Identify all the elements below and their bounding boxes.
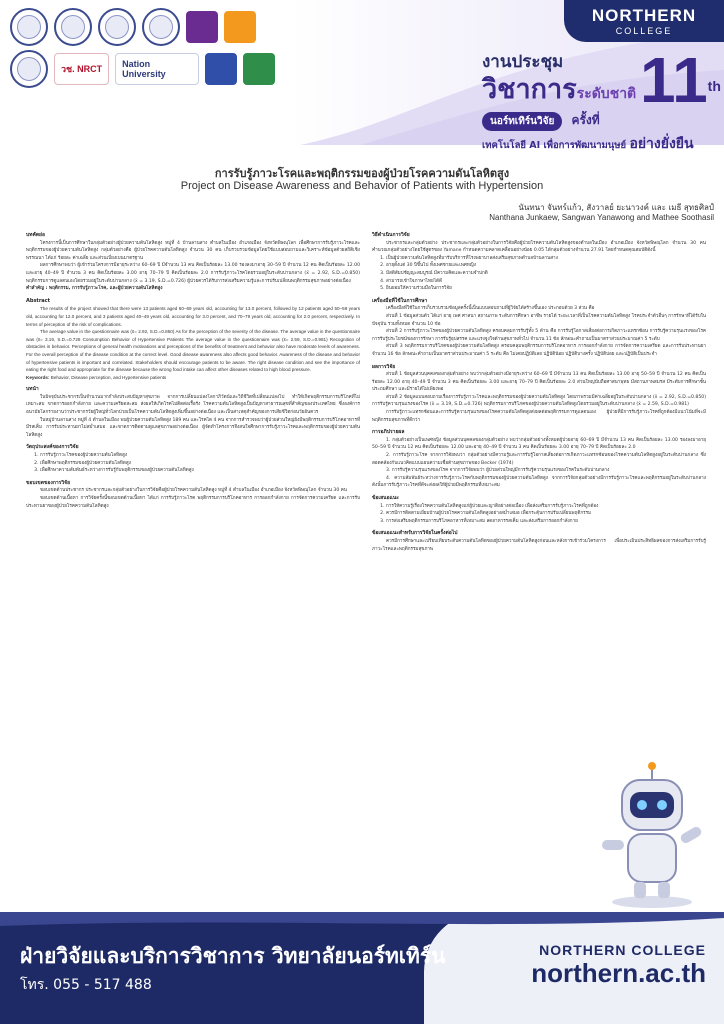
future-research-heading: ข้อเสนอแนะสำหรับการวิจัยในครั้งต่อไป bbox=[372, 530, 458, 537]
results-paragraph-2: ส่วนที่ 2 ข้อมูลแบบสอบถามเรื่องการรับรู้ภาวะโรคและพฤติกรรมของผู้ป่วยความดันโลหิตสูง โดยภาพรวมมีค่าเฉลี่ยอยู่ในระดับปานกลาง (x̄ = 2.92, S.D.=0.850) การรับรู้ความรุนแรงของโรค (x̄ = 3.19, S.D.=0.726) พฤติกรรมการบริโภคของผู้ป่วยความดันโลหิตสูงโดยรวมอยู่ในระดับปานกลาง (x̄ = 2.59, S.D.=0.981) bbox=[372, 394, 706, 408]
method-paragraph-1: ประชากรและกลุ่มตัวอย่าง ประชากรและกลุ่มตัวอย่างในการวิจัยคือผู้ป่วยโรคความดันโลหิตสูงของตำบลในเมือง อำเภอเมือง จังหวัดพิษณุโลก จำนวน 30 คน คำนวณกลุ่มตัวอย่างโดยใช้สูตรของ Yamane กำหนดความคลาดเคลื่อนอย่างน้อย 0.05 ได้กลุ่มตัวอย่างจำนวน 27.91 โดยกำหนดคุณสมบัติดังนี้ bbox=[372, 240, 706, 254]
title-thai: การรับรู้ภาวะโรคและพฤติกรรมของผู้ป่วยโรคความดันโลหิตสูง bbox=[214, 167, 510, 180]
tools-paragraph-2: ส่วนที่ 1 ข้อมูลส่วนตัว ได้แก่ อายุ เพศ ศาสนา สถานภาพ ระดับการศึกษา อาชีพ รายได้ ระยะเวลาที่เป็นโรคความดันโลหิตสูง โรคประจำตัวอื่นๆ การรักษาที่ได้รับในปัจจุบัน รวมทั้งหมด จำนวน 10 ข้อ bbox=[372, 313, 706, 327]
conference-theme-big: อย่างยั่งยืน bbox=[629, 136, 694, 152]
suggestion-list bbox=[372, 503, 706, 526]
scope-paragraph-2: ขอบเขตด้านเนื้อหา การวิจัยครั้งนี้ขอบเขตด้านเนื้อหา ได้แก่ การรับรู้ภาวะโรค พฤติกรรมการบริโภคอาหาร การออกกำลังกาย การจัดการความเครียด และการรับประทานยาของผู้ป่วยโรคความดันโลหิตสูง bbox=[26, 496, 360, 509]
suggestion-item: 2. ควรมีการติดตามเยี่ยมบ้านผู้ป่วยโรคความดันโลหิตสูงอย่างสม่ำเสมอ เพื่อกระตุ้นการปรับเปลี่ยนพฤติกรรม bbox=[386, 510, 706, 518]
method-criteria-list bbox=[372, 255, 706, 293]
method-criteria-item: 2. อายุตั้งแต่ 30 ปีขึ้นไป ทั้งเพศชายและเพศหญิง bbox=[386, 262, 706, 270]
method-section bbox=[372, 232, 706, 293]
tools-paragraph-1: เครื่องมือที่ใช้ในการเก็บรวบรวมข้อมูลครั้งนี้เป็นแบบสอบถามที่ผู้วิจัยได้สร้างขึ้นเอง ประกอบด้วย 3 ส่วน คือ bbox=[386, 306, 595, 312]
conference-number bbox=[640, 44, 721, 116]
scope-heading: ขอบเขตของการวิจัย bbox=[26, 479, 71, 486]
northern-college-brand bbox=[564, 0, 724, 42]
conference-line2-small: ระดับชาติ bbox=[576, 86, 637, 102]
title-english: Project on Disease Awareness and Behavior of Patients with Hypertension bbox=[180, 180, 544, 192]
brand-sub-text: COLLEGE bbox=[615, 26, 673, 36]
footer-brand-name: NORTHERN COLLEGE bbox=[539, 942, 706, 958]
abstract-thai-section bbox=[26, 232, 360, 293]
discussion-paragraph-4: 4. ความสัมพันธ์ระหว่างการรับรู้ภาวะโรคกับพฤติกรรมของผู้ป่วยความดันโลหิตสูง จากการวิจัยกลุ่มตัวอย่างมีการรับรู้ภาวะโรคและพฤติกรรมอยู่ในระดับปานกลาง ดังนั้นการรับรู้ภาวะโรคที่ดีจะส่งผลให้ผู้ป่วยมีพฤติกรรมที่เหมาะสม bbox=[372, 475, 706, 489]
discussion-paragraph-3: 3. การรับรู้ความรุนแรงของโรค จากการวิจัยพบว่า ผู้ป่วยส่วนใหญ่มีการรับรู้ความรุนแรงของโรคในระดับปานกลาง bbox=[386, 468, 610, 474]
discussion-section bbox=[372, 429, 706, 490]
scope-section bbox=[26, 480, 360, 510]
conference-round-label: ครั้งที่ bbox=[571, 113, 600, 127]
partner-logo-blue bbox=[205, 53, 237, 85]
footer-phone: โทร. 055 - 517 488 bbox=[20, 977, 152, 993]
results-paragraph-1: ส่วนที่ 1 ข้อมูลส่วนบุคคลของกลุ่มตัวอย่าง พบว่ากลุ่มตัวอย่างมีอายุระหว่าง 60–69 ปี มีจำนวน 13 คน คิดเป็นร้อยละ 13.00 อายุ 50–59 ปี จำนวน 12 คน คิดเป็นร้อยละ 12.00 อายุ 40–49 ปี จำนวน 3 คน คิดเป็นร้อยละ 3.00 และอายุ 70–79 ปี คิดเป็นร้อยละ 2.0 ส่วนใหญ่นับถือศาสนาพุทธ มีสถานภาพสมรส มีระดับการศึกษาชั้นประถมศึกษา และมีรายได้ไม่เพียงพอ bbox=[372, 372, 706, 393]
university-seal-logo bbox=[10, 8, 48, 46]
introduction-section bbox=[26, 386, 360, 439]
future-research-paragraph: ควรมีการศึกษาและเปรียบเทียบระดับความดันโลหิตของผู้ป่วยความดันโลหิตสูงก่อนและหลังการเข้าร่วมโครงการ เพื่อประเมินประสิทธิผลของการส่งเสริมการรับรู้ภาวะโรคและพฤติกรรมสุขภาพ bbox=[372, 538, 706, 552]
poster-header bbox=[0, 0, 724, 152]
method-criteria-item: 5. ยินยอมให้ความร่วมมือในการวิจัย bbox=[386, 285, 706, 293]
conference-number-value: 11 bbox=[640, 44, 708, 116]
partner-seal-logo bbox=[142, 8, 180, 46]
results-heading: ผลการวิจัย bbox=[372, 363, 396, 370]
introduction-paragraph-1: ในปัจจุบันประชากรเป็นจำนวนมากกำลังประสบปัญหาสุขภาพ จากการเปลี่ยนแปลงโลกาภิวัตน์และวิถีชีวิตที่เปลี่ยนแปลงไป ทำให้เกิดพฤติกรรมการบริโภคที่ไม่เหมาะสม ขาดการออกกำลังกาย และความเครียดสะสม ส่งผลให้เกิดโรคไม่ติดต่อเรื้อรัง โรคความดันโลหิตสูงเป็นปัญหาสาธารณสุขที่สำคัญของประเทศไทย ซึ่งองค์การอนามัยโลกรายงานว่าประชากรวัยผู้ใหญ่ทั่วโลกป่วยเป็นโรคความดันโลหิตสูงเพิ่มขึ้นอย่างต่อเนื่อง และเป็นสาเหตุสำคัญของการเสียชีวิตก่อนวัยอันควร bbox=[26, 394, 360, 416]
brand-main-text: NORTHERN bbox=[591, 6, 697, 25]
introduction-heading: บทนำ bbox=[26, 386, 39, 393]
abstract-thai-paragraph-2: ผลการศึกษาพบว่า ผู้เข้าร่วมโครงการมีอายุระหว่าง 60–69 ปี มีจำนวน 13 คน คิดเป็นร้อยละ 13.00 รองลงมาอายุ 30–59 ปี จำนวน 12 คน คิดเป็นร้อยละ 12.00 และอายุ 40–49 ปี จำนวน 3 คน คิดเป็นร้อยละ 3.00 อายุ 70–79 ปี คิดเป็นร้อยละ 2.0 การรับรู้ภาวะโรคโดยรวมอยู่ในระดับปานกลาง (x̄ = 2.92, S.D.=0.850) พฤติกรรมการดูแลตนเองโดยรวมอยู่ในระดับปานกลาง (x̄ = 3.19, S.D.=0.726) ผู้ป่วยควรได้รับการส่งเสริมความรู้และการปรับเปลี่ยนพฤติกรรมสุขภาพอย่างต่อเนื่อง bbox=[26, 263, 360, 284]
abstract-english-section bbox=[26, 298, 360, 382]
method-criteria-item: 3. มีสติสัมปชัญญะสมบูรณ์ มีความคิดและความจำปกติ bbox=[386, 270, 706, 278]
tools-heading: เครื่องมือที่ใช้ในการศึกษา bbox=[372, 297, 428, 304]
tools-paragraph-3: ส่วนที่ 2 การรับรู้ภาวะโรคของผู้ป่วยความดันโลหิตสูง ครอบคลุมการรับรู้ทั้ง 5 ด้าน คือ การรับรู้โอกาสเสี่ยงต่อการเกิดภาวะแทรกซ้อน การรับรู้ความรุนแรงของโรค การรับรู้ประโยชน์ของการรักษา การรับรู้อุปสรรค และแรงจูงใจด้านสุขภาพทั่วไป จำนวน 11 ข้อ ลักษณะคำถามเป็นมาตราส่วนประมาณค่า 5 ระดับ bbox=[372, 329, 706, 342]
footer-website-link[interactable]: northern.ac.th bbox=[531, 958, 706, 988]
logo-strip bbox=[10, 8, 290, 78]
footer-brand bbox=[476, 942, 706, 989]
objective-item: 2. เพื่อศึกษาพฤติกรรมของผู้ป่วยความดันโลหิตสูง bbox=[40, 460, 360, 468]
conference-theme bbox=[482, 133, 722, 155]
abstract-thai-heading: บทคัดย่อ bbox=[26, 232, 45, 238]
conference-pill: นอร์ทเทิร์นวิจัย bbox=[482, 112, 562, 131]
keywords-english-label: Keywords: bbox=[26, 374, 50, 380]
scope-paragraph-1: ขอบเขตด้านประชากร ประชากรและกลุ่มตัวอย่างในการวิจัยคือผู้ป่วยโรคความดันโลหิตสูง หมู่ที่ 4 ตำบลในเมือง อำเภอเมือง จังหวัดพิษณุโลก จำนวน 30 คน bbox=[40, 488, 347, 494]
northern-seal-logo bbox=[10, 50, 48, 88]
abstract-english-paragraph-2: The average value in the questionnaire was (x̄= 2.92, S.D.=0.850) As for the perception of the severity of the disease. The average value in the questionnaire was (x̄= 3.19, S.D.=0.726 Consumption Behavior of Hypertensive Patients The average value in the questionnaire was (x̄= 2.59, S.D.=0.981) Recognition of obstacles in behavior. Perceptions of general health motivations and perceptions of the benefits of treatment and behavior also have moderate levels of awareness. For the overall perception of the disease condition at the correct level. Good disease awareness also affects good behavior. Awareness of the disease and behavior of hypertensive patients is important and correlated. Stakeholders should encourage patients to be aware. The right disease condition and see the importance of eating the right food and appropriate for the disease because the wrong food intake can affect other diseases related to high blood pressure. bbox=[26, 329, 360, 373]
conference-number-suffix: th bbox=[707, 78, 721, 94]
introduction-paragraph-2: ในหมู่บ้านลานสาง หมู่ที่ 4 ตำบลในเมือง พบผู้ป่วยความดันโลหิตสูง 189 คน และโรคไต 4 คน จากการสำรวจพบว่าผู้ป่วยส่วนใหญ่ยังมีพฤติกรรมการบริโภคอาหารที่มีรสเค็ม การรับประทานยาไม่สม่ำเสมอ และขาดการติดตามดูแลสุขภาพอย่างต่อเนื่อง ผู้จัดทำโครงการจึงสนใจศึกษาการรับรู้ภาวะโรคและพฤติกรรมของผู้ป่วยความดันโลหิตสูง bbox=[26, 417, 360, 438]
partner-logo-purple bbox=[186, 11, 218, 43]
partner-logo-green bbox=[243, 53, 275, 85]
future-research-section bbox=[372, 530, 706, 553]
institute-seal-logo bbox=[98, 8, 136, 46]
results-paragraph-3: การรับรู้ภาวะแทรกซ้อนและการรับรู้ความรุนแรงของโรคความดันโลหิตสูงส่งผลต่อพฤติกรรมการดูแลตนเอง ผู้ป่วยที่มีการรับรู้ภาวะโรคที่ถูกต้องมีแนวโน้มที่จะมีพฤติกรรมสุขภาพที่ดีกว่า bbox=[372, 410, 706, 423]
college-seal-logo bbox=[54, 8, 92, 46]
conference-line1: งานประชุม bbox=[482, 52, 564, 72]
method-criteria-item: 1. เป็นผู้ป่วยความดันโลหิตสูงที่มารับบริการที่โรงพยาบาลส่งเสริมสุขภาพตำบลบ้านลานสาง bbox=[386, 255, 706, 263]
suggestion-section bbox=[372, 495, 706, 525]
objectives-section bbox=[26, 444, 360, 474]
conference-banner bbox=[482, 44, 722, 152]
results-section bbox=[372, 364, 706, 425]
method-criteria-item: 4. สามารถเข้าใจภาษาไทยได้ดี bbox=[386, 278, 706, 286]
tools-section bbox=[372, 298, 706, 359]
suggestion-item: 3. การส่งเสริมพฤติกรรมการบริโภคอาหารที่เหมาะสม ลดอาหารรสเค็ม และส่งเสริมการออกกำลังกาย bbox=[386, 518, 706, 526]
partner-logo-orange bbox=[224, 11, 256, 43]
suggestion-item: 1. การให้ความรู้เรื่องโรคความดันโลหิตสูงแก่ผู้ป่วยและญาติอย่างต่อเนื่อง เพื่อส่งเสริมการรับรู้ภาวะโรคที่ถูกต้อง bbox=[386, 503, 706, 511]
method-heading: วิธีดำเนินการวิจัย bbox=[372, 232, 410, 238]
robot-mascot-illustration bbox=[592, 760, 712, 910]
conference-theme-text: เทคโนโลยี AI เพื่อการพัฒนามนุษย์ bbox=[482, 140, 627, 151]
footer-department: ฝ่ายวิจัยและบริการวิชาการ วิทยาลัยนอร์ทเทิร์น bbox=[20, 944, 446, 968]
keywords-english bbox=[26, 374, 360, 382]
abstract-thai-paragraph-1: โครงการนี้เป็นการศึกษาในกลุ่มตัวอย่างผู้ป่วยความดันโลหิตสูง หมู่ที่ 4 บ้านลานสาง ตำบลในเมือง อำเภอเมือง จังหวัดพิษณุโลก เพื่อศึกษาการรับรู้ภาวะโรคและพฤติกรรมของผู้ป่วยความดันโลหิตสูง กลุ่มตัวอย่างคือ ผู้ป่วยโรคความดันโลหิตสูง จำนวน 30 คน เก็บรวบรวมข้อมูลโดยใช้แบบสอบถามและวิเคราะห์ข้อมูลด้วยสถิติเชิงพรรณนา ได้แก่ ร้อยละ ค่าเฉลี่ย และส่วนเบี่ยงเบนมาตรฐาน bbox=[26, 240, 360, 261]
suggestion-heading: ข้อเสนอแนะ bbox=[372, 495, 399, 501]
keywords-thai: คำสำคัญ : พฤติกรรม, การรับรู้ภาวะโรค, และผู้ป่วยความดันโลหิตสูง bbox=[26, 286, 163, 292]
objectives-heading: วัตถุประสงค์ของการวิจัย bbox=[26, 444, 79, 451]
objectives-list bbox=[26, 452, 360, 475]
objective-item: 1. การรับรู้ภาวะโรคของผู้ป่วยความดันโลหิตสูง bbox=[40, 452, 360, 460]
discussion-heading: การอภิปรายผล bbox=[372, 429, 405, 436]
authors-thai: นันทนา จันทร์แก้ว, สังวาลย์ ยะนาวงค์ และ เมธี สุทธศิลป์ bbox=[518, 203, 714, 212]
abstract-english-heading: Abstract bbox=[26, 297, 51, 304]
authors-english: Nanthana Junkaew, Sangwan Yanawong and Mathee Soothasil bbox=[489, 213, 714, 222]
left-column bbox=[26, 232, 360, 904]
poster-footer bbox=[0, 912, 724, 1024]
discussion-paragraph-1: 1. กลุ่มตัวอย่างเป็นเพศหญิง ข้อมูลส่วนบุคคลของกลุ่มตัวอย่าง พบว่ากลุ่มตัวอย่างทั้งหมดผู้ป่วยอายุ 60–69 ปี มีจำนวน 13 คน คิดเป็นร้อยละ 13.00 รองลงมาอายุ 50–59 ปี จำนวน 12 คน คิดเป็นร้อยละ 12.00 และอายุ 40–49 ปี จำนวน 3 คน คิดเป็นร้อยละ 3.00 อายุ 70–79 ปี คิดเป็นร้อยละ 2.0 bbox=[372, 437, 706, 451]
abstract-english-paragraph-1: The results of the project showed that there were 13 patients aged 60–69 years old, accounting for 13.0 percent, followed by 12 patients aged 50–59 years old, accounting for 12.0 percent, and 3 patients aged 40–49 years old, accounting for 3.0 percent, and 70–79 years old, accounting for 2.0 percent, respectively. In terms of perception of the risk of complications. bbox=[26, 306, 360, 327]
keywords-english-text: Behavior, Disease perception, and Hypertensive patients bbox=[50, 374, 167, 380]
objective-item: 3. เพื่อศึกษาความสัมพันธ์ระหว่างการรับรู้กับพฤติกรรมของผู้ป่วยความดันโลหิตสูง bbox=[40, 467, 360, 475]
discussion-paragraph-2: 2. การรับรู้ภาวะโรค จากการวิจัยพบว่า กลุ่มตัวอย่างมีความรู้และการรับรู้โอกาสเสี่ยงต่อการเกิดภาวะแทรกซ้อนของโรคความดันโลหิตสูงอยู่ในระดับปานกลาง ซึ่งสอดคล้องกับแนวคิดแบบแผนความเชื่อด้านสุขภาพของ Becker (1974) bbox=[372, 453, 706, 466]
conference-line2-main: วิชาการ bbox=[482, 74, 577, 105]
nrct-logo: วช. NRCT bbox=[54, 53, 109, 85]
tools-paragraph-4: ส่วนที่ 3 พฤติกรรมการบริโภคของผู้ป่วยความดันโลหิตสูง ครอบคลุมพฤติกรรมการบริโภคอาหาร การออกกำลังกาย การจัดการความเครียด และการรับประทานยา จำนวน 16 ข้อ ลักษณะคำถามเป็นมาตราส่วนประมาณค่า 5 ระดับ คือ ไม่เคยปฏิบัติเลย ปฏิบัติน้อย ปฏิบัติบางครั้ง ปฏิบัติบ่อย และปฏิบัติเป็นประจำ bbox=[372, 344, 706, 357]
nation-university-logo: Nation University bbox=[115, 53, 199, 85]
